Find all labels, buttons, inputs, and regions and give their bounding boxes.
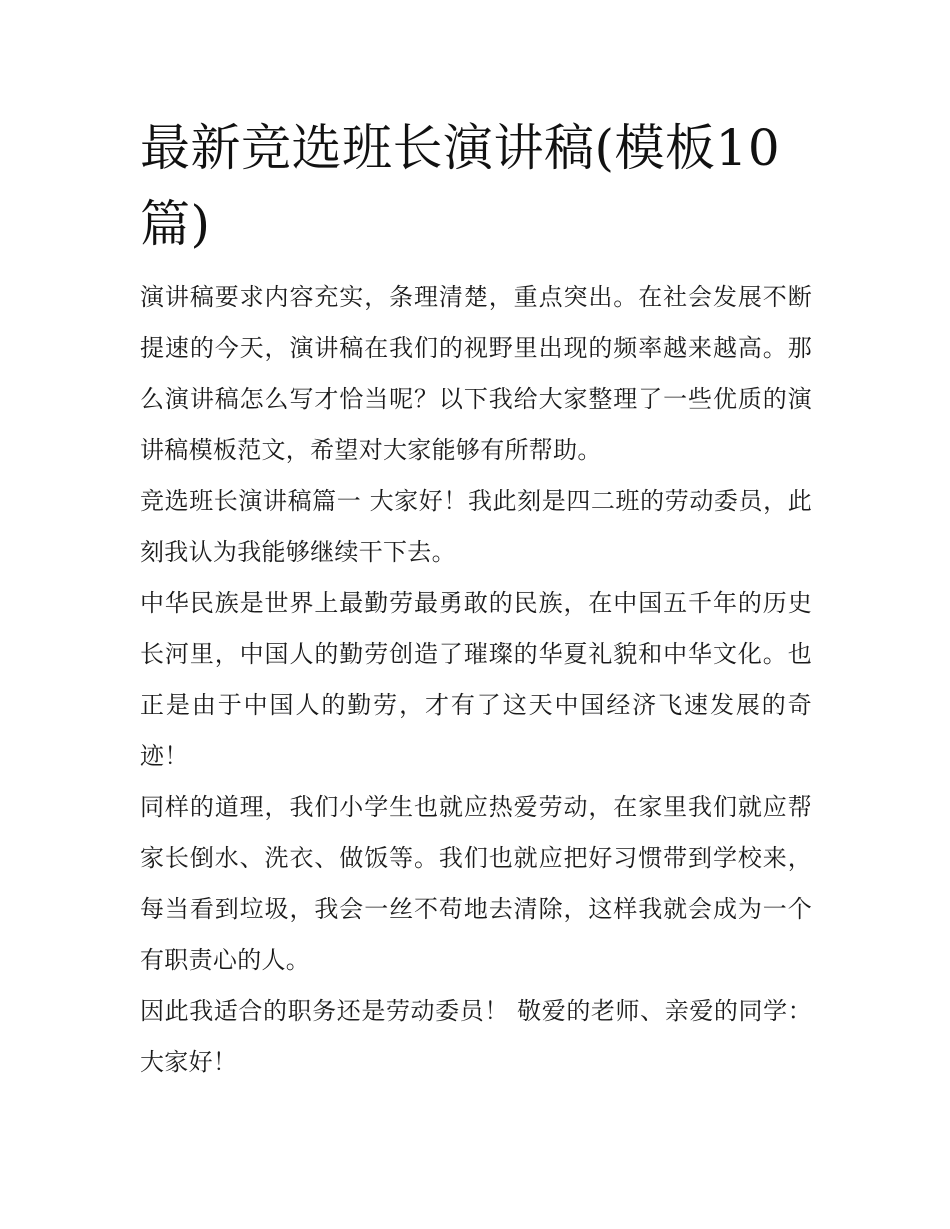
paragraph-chinese-diligence: 中华民族是世界上最勤劳最勇敢的民族，在中国五千年的历史长河里，中国人的勤劳创造了璀璨的华夏礼貌和中华文化。也正是由于中国人的勤劳，才有了这天中国经济飞速发展的奇迹！ xyxy=(140,589,812,770)
paragraph-intro: 演讲稿要求内容充实，条理清楚，重点突出。在社会发展不断提速的今天，演讲稿在我们的视野里出现的频率越来越高。那么演讲稿怎么写才恰当呢？以下我给大家整理了一些优质的演讲稿模板范文，希望对大家能够有所帮助。 xyxy=(140,283,812,464)
document-title: 最新竞选班长演讲稿(模板10篇) xyxy=(140,119,781,253)
document-body xyxy=(140,110,812,1088)
paragraph-conclusion: 因此我适合的职务还是劳动委员！ 敬爱的老师、亲爱的同学：大家好！ xyxy=(140,997,812,1076)
paragraph-speech-opening: 竞选班长演讲稿篇一 大家好！我此刻是四二班的劳动委员，此刻我认为我能够继续干下去。 xyxy=(140,487,812,566)
paragraph-student-labor: 同样的道理，我们小学生也就应热爱劳动，在家里我们就应帮家长倒水、洗衣、做饭等。我们也就应把好习惯带到学校来，每当看到垃圾，我会一丝不苟地去清除，这样我就会成为一个有职责心的人。 xyxy=(140,793,812,974)
